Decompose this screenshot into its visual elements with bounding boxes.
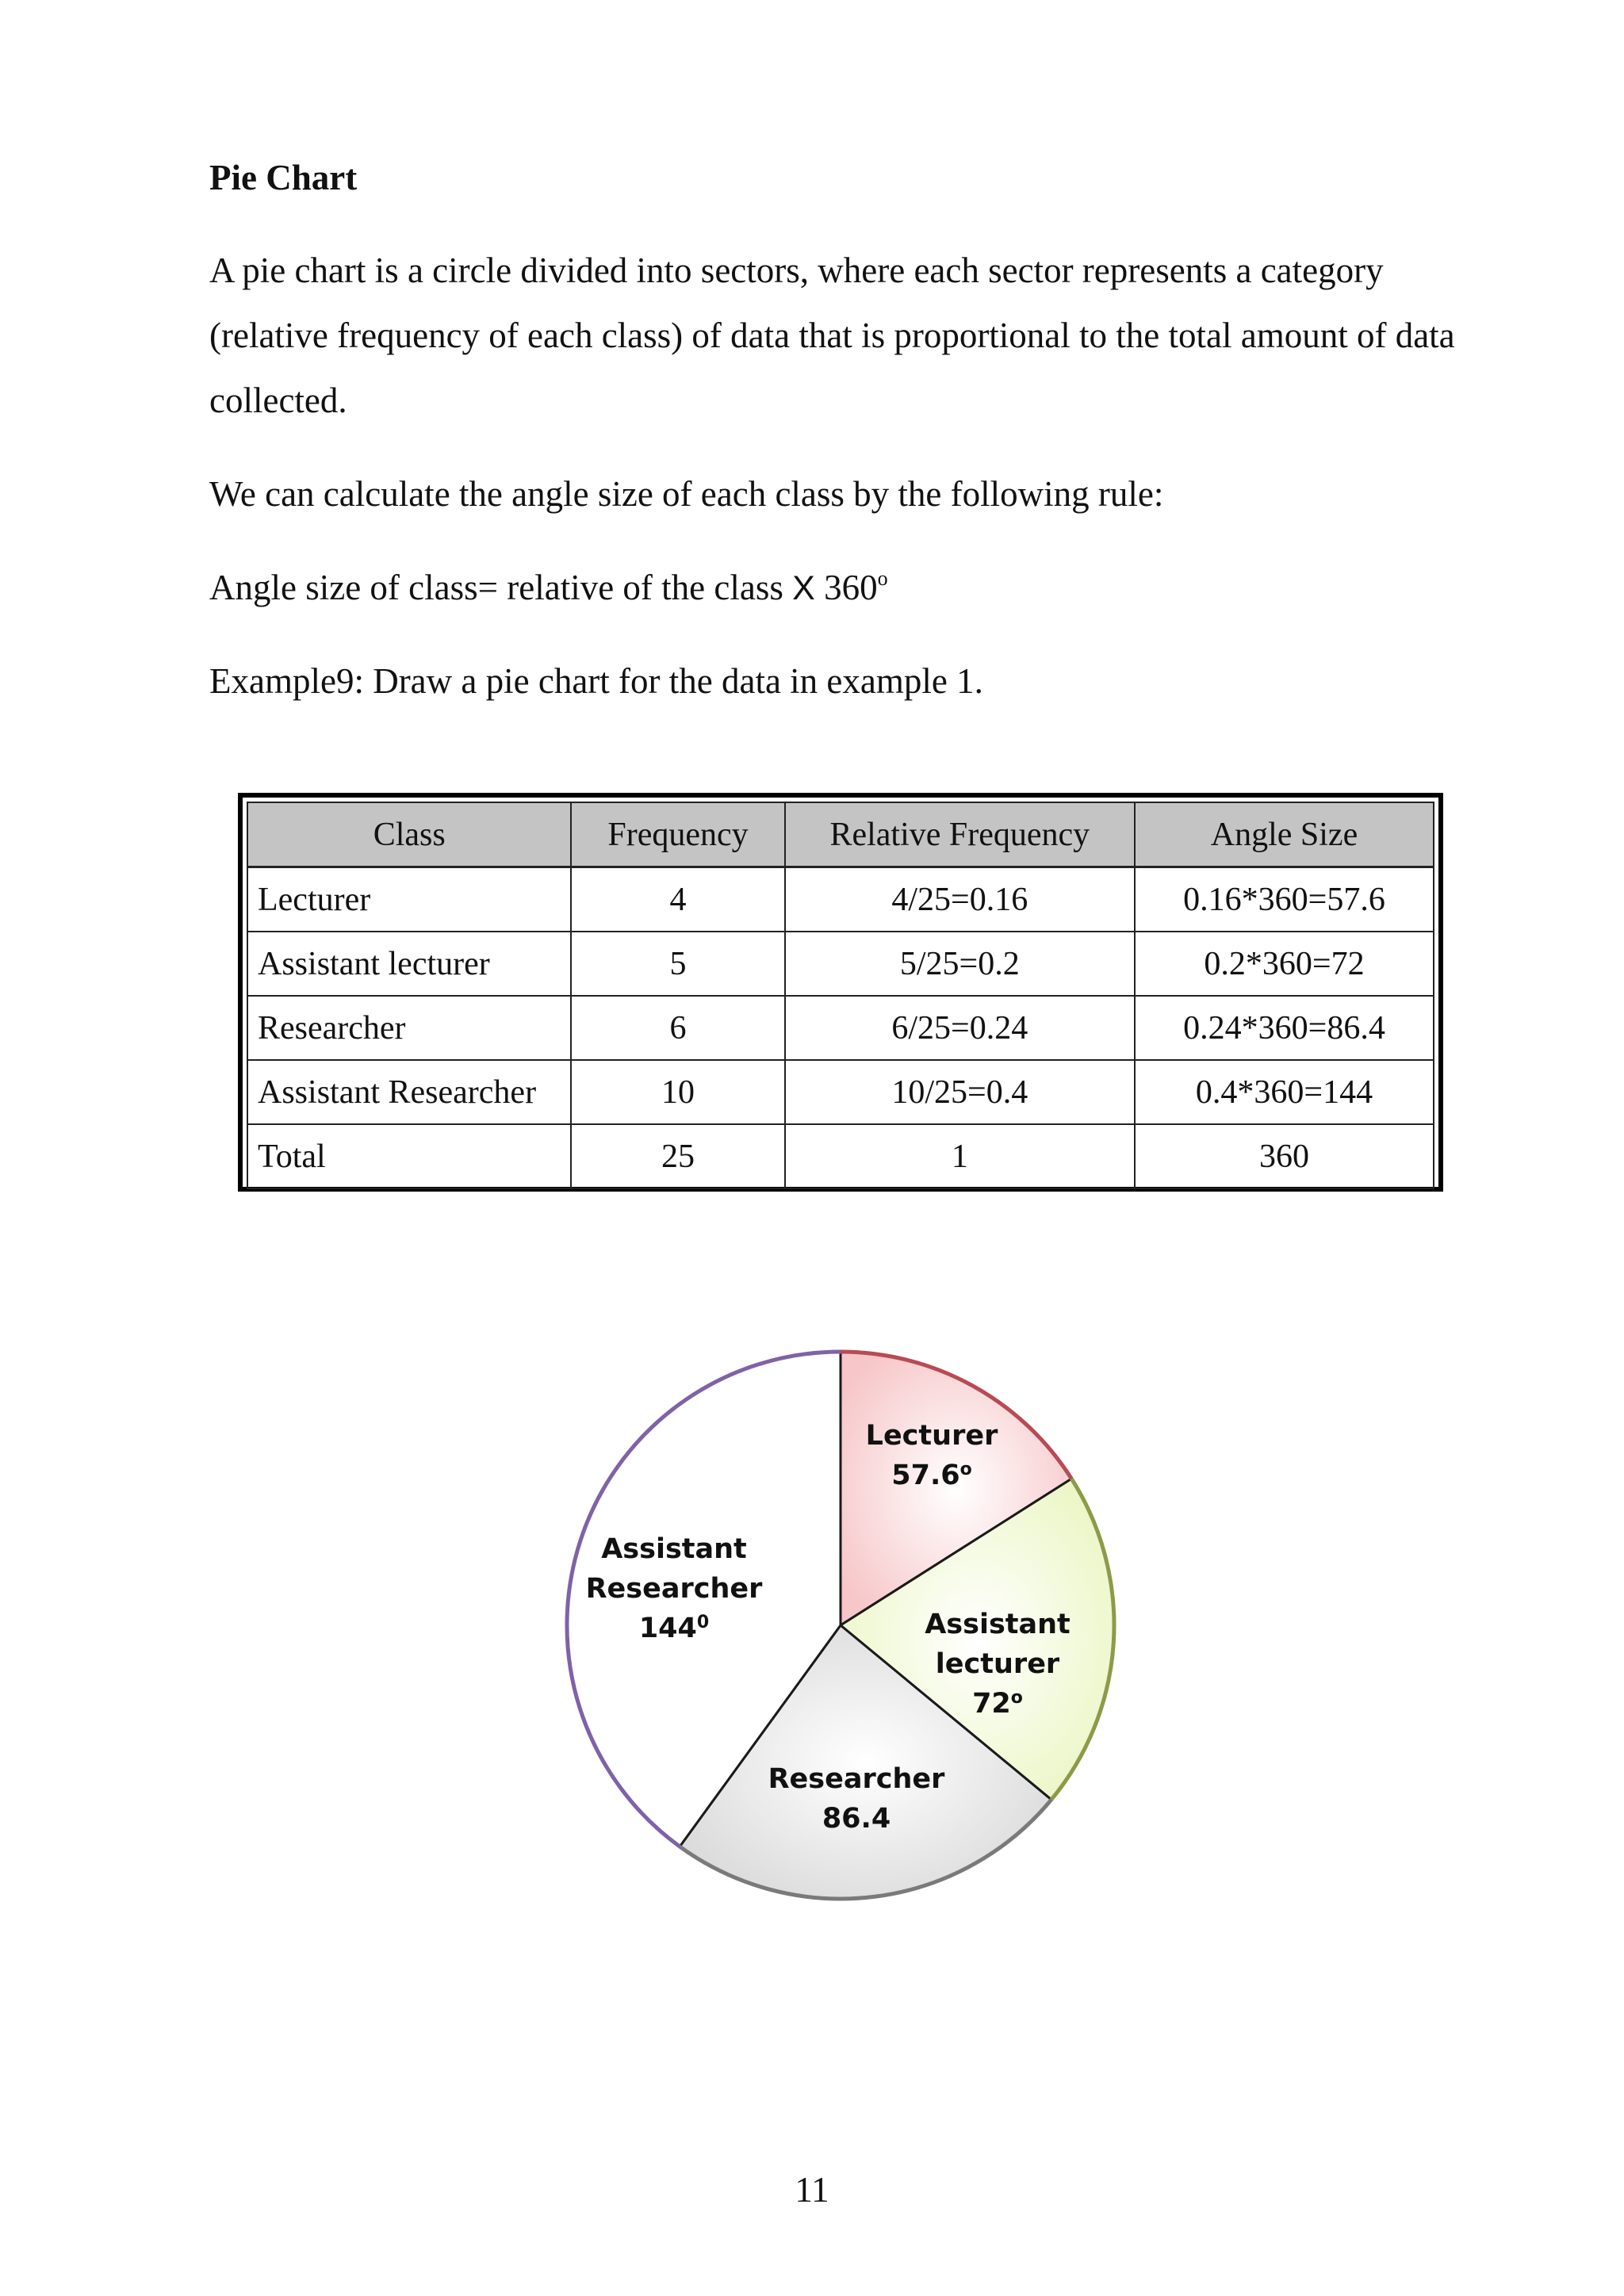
angle-size-cell: 360 [1135,1124,1434,1188]
degree-symbol: o [877,567,888,590]
angle-size-cell: 0.24*360=86.4 [1135,996,1434,1060]
pie-slice-label: Assistant Researcher $144^0$ [585,1533,763,1644]
pie-chart [547,1332,1134,1919]
multiply-sign: X [792,569,815,607]
frequency-table-frame [238,793,1443,1192]
angle-size-cell: 0.2*360=72 [1135,932,1434,996]
relative-frequency-cell: 5/25=0.2 [785,932,1135,996]
angle-rule-prefix: Angle size of class= relative of the class [209,568,793,607]
class-cell: Researcher [247,996,571,1060]
table-row [247,867,1434,932]
calculation-intro-paragraph: We can calculate the angle size of each class by the following rule: [209,474,1164,514]
class-cell: Lecturer [247,867,571,932]
table-row [247,1060,1434,1124]
definition-paragraph: A pie chart is a circle divided into sectors, where each sector represents a category (relative frequency of each class) of data that is proportional to the total amount of data collected. [209,251,1455,420]
frequency-table [247,802,1434,1189]
frequency-cell: 6 [571,996,784,1060]
pie-slice-label: Assistant lecturer 72$^o$ [925,1609,1071,1720]
example-paragraph: Example9: Draw a pie chart for the data in example 1. [209,661,983,701]
relative-frequency-cell: 10/25=0.4 [785,1060,1135,1124]
relative-frequency-cell: 1 [785,1124,1135,1188]
table-row [247,932,1434,996]
angle-size-cell: 0.4*360=144 [1135,1060,1434,1124]
table-row [247,996,1434,1060]
angle-rule-paragraph [209,555,1478,621]
class-cell: Total [247,1124,571,1188]
class-cell: Assistant Researcher [247,1060,571,1124]
angle-rule-value: 360 [814,568,878,607]
angle-size-cell: 0.16*360=57.6 [1135,867,1434,932]
pie-slice-label: Lecturer 57.6$^o$ [865,1420,998,1491]
class-cell: Assistant lecturer [247,932,571,996]
column-header-relative-frequency: Relative Frequency [785,802,1135,867]
frequency-cell: 5 [571,932,784,996]
frequency-cell: 25 [571,1124,784,1188]
pie-slice-label: Researcher 86.4 [768,1763,945,1835]
page-number: 11 [795,2170,829,2210]
table-header-row [247,802,1434,867]
pie-chart-svg [547,1332,1134,1919]
frequency-cell: 4 [571,867,784,932]
column-header-class: Class [247,802,571,867]
column-header-frequency: Frequency [571,802,784,867]
column-header-angle-size: Angle Size [1135,802,1434,867]
table-total-row [247,1124,1434,1188]
relative-frequency-cell: 6/25=0.24 [785,996,1135,1060]
relative-frequency-cell: 4/25=0.16 [785,867,1135,932]
frequency-cell: 10 [571,1060,784,1124]
section-heading: Pie Chart [209,158,358,197]
